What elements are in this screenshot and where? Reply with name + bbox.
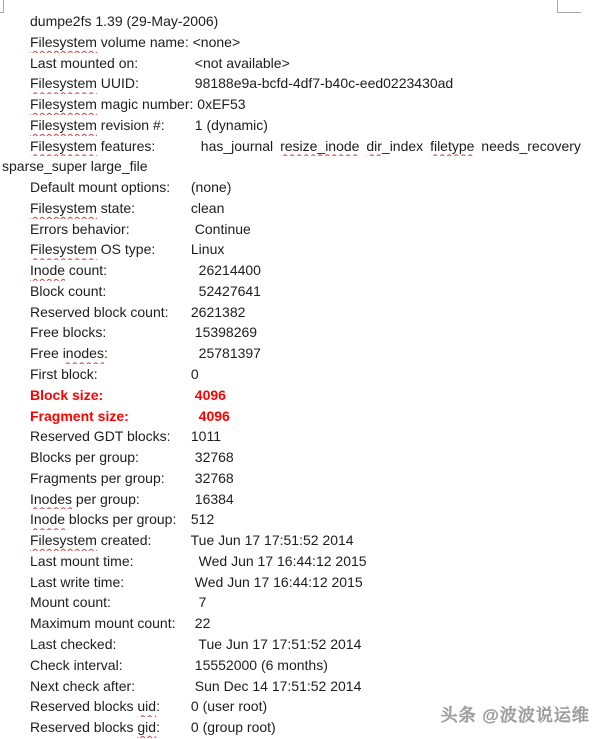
line-os-type [0,239,600,260]
text-segment: count: [65,262,108,279]
spellcheck-flagged-word: Inodes [30,490,73,507]
text-segment: Last checked: [30,635,117,652]
line-block-size [0,385,600,406]
spellcheck-flagged-word: Filesystem [30,137,97,154]
text-segment: 4096 [187,386,226,403]
text-segment: Last mount time: [30,552,134,569]
text-segment: 22 [187,615,211,632]
dumpe2fs-output [0,11,600,738]
text-segment: needs_recovery [474,137,581,154]
line-value [187,615,210,631]
text-segment: blocks per group: [65,511,177,528]
line-next-check-after [0,676,600,697]
line-value [187,138,581,154]
line-last-mounted-on [0,53,600,74]
line-value [187,594,206,610]
text-segment: 32768 [187,469,234,486]
spellcheck-flagged-word: uid [137,698,157,715]
line-last-write-time [0,572,600,593]
text-segment: Next check after: [30,677,136,694]
text-segment: 4096 [187,407,230,424]
text-segment: Tue Jun 17 17:51:52 2014 [187,635,362,652]
text-segment: 0xEF53 [193,96,246,113]
spellcheck-flagged-word: Filesystem [30,33,97,50]
text-segment: Free [30,345,63,362]
line-value [187,657,328,673]
line-label [30,489,187,510]
text-segment: First block: [30,366,98,383]
text-segment: : [103,345,108,362]
line-value [187,324,257,340]
line-label [30,73,187,94]
line-value [189,34,240,50]
text-segment: Free blocks: [30,324,107,341]
line-inode-blocks-per-group [0,509,600,530]
line-free-blocks [0,322,600,343]
line-label [30,426,187,447]
line-value [187,698,267,714]
text-segment: Default mount options: [30,179,171,196]
line-label [30,551,187,572]
text-segment: magic number: [96,96,194,113]
line-reserved-gdt-blocks [0,426,600,447]
text-segment: 2621382 [187,303,246,320]
spellcheck-flagged-word: Filesystem [30,75,97,92]
line-value [187,678,361,694]
line-label [30,53,187,74]
line-errors-behavior [0,219,600,240]
text-segment: Maximum mount count: [30,615,176,632]
text-segment: clean [187,199,225,216]
line-label [30,447,187,468]
line-value [187,511,214,527]
line-label [30,13,218,29]
line-label [30,32,189,53]
line-label [30,260,187,281]
text-segment: revision #: [96,116,165,133]
spellcheck-flagged-word: Inode [30,262,66,279]
line-label [30,634,187,655]
line-first-block [0,364,600,385]
line-blocks-per-group [0,447,600,468]
line-fragment-size [0,406,600,427]
text-segment: Check interval: [30,656,123,673]
line-revision [0,115,600,136]
line-label [30,302,187,323]
line-label [30,239,187,260]
line-label [30,509,187,530]
watermark: 头条 @波波说运维 [440,706,590,725]
line-label [2,158,148,174]
text-segment: 1 (dynamic) [187,116,268,133]
line-label [30,592,187,613]
text-segment: dumpe2fs 1.39 (29-May-2006) [30,13,219,29]
line-block-count [0,281,600,302]
spellcheck-flagged-word: Filesystem [30,532,97,549]
line-value [187,200,224,216]
line-value [187,241,224,257]
text-segment: _index [381,137,431,154]
line-label [30,572,187,593]
line-value [187,636,361,652]
line-value [193,96,245,112]
text-segment: Fragments per group: [30,469,165,486]
line-label [30,219,187,240]
text-segment: created: [96,532,152,549]
text-segment: Block count: [30,282,107,299]
line-value [187,553,367,569]
line-label [30,406,187,427]
line-value [187,408,230,424]
text-segment: Block size: [30,386,104,403]
spellcheck-flagged-word: Filesystem [30,116,97,133]
line-filesystem-created [0,530,600,551]
line-label [30,322,187,343]
text-segment: 1011 [187,428,221,445]
text-segment: 98188e9a-bcfd-4df7-b40c-eed0223430ad [187,75,454,92]
text-segment: 52427641 [187,282,261,299]
line-uuid [0,73,600,94]
text-segment: UUID: [96,75,139,92]
spellcheck-flagged-word: inodes [62,345,104,362]
line-label [30,281,187,302]
text-segment: : [156,719,160,736]
spellcheck-flagged-word: resize_inode [280,137,360,154]
line-value [187,449,234,465]
line-label [30,177,187,198]
line-label [30,136,187,157]
line-label [30,530,187,551]
line-reserved-block-count [0,302,600,323]
line-label [30,94,193,115]
text-segment: per group: [72,490,140,507]
text-segment: Wed Jun 17 16:44:12 2015 [187,573,363,590]
line-value [187,304,245,320]
line-volume-name [0,32,600,53]
text-segment: (none) [187,179,232,196]
text-segment: 15552000 (6 months) [187,656,328,673]
text-segment: state: [96,199,136,216]
line-label [30,696,187,717]
line-filesystem-state [0,198,600,219]
line-value [187,262,261,278]
line-magic-number [0,94,600,115]
line-fragments-per-group [0,468,600,489]
text-segment: Continue [187,220,251,237]
line-value [187,345,261,361]
text-segment: Last mounted on: [30,54,139,71]
text-segment: Reserved blocks [30,719,138,736]
line-value [187,117,268,133]
line-default-mount-options [0,177,600,198]
line-label [30,343,187,364]
text-segment: OS type: [96,241,156,258]
line-inode-count [0,260,600,281]
line-check-interval [0,655,600,676]
text-segment: <none> [188,33,241,50]
text-segment: 25781397 [187,345,261,362]
line-value [187,574,363,590]
line-label [30,655,187,676]
line-label [30,385,187,406]
line-value [187,55,290,71]
spellcheck-flagged-word: dir [366,137,382,154]
line-label [30,198,187,219]
line-maximum-mount-count [0,613,600,634]
spellcheck-flagged-word: gid [137,719,157,736]
line-value [187,387,226,403]
text-segment: Mount count: [30,594,111,611]
line-label [30,364,187,385]
text-segment: 7 [187,594,207,611]
text-segment: Reserved blocks [30,698,138,715]
line-last-mount-time [0,551,600,572]
line-value [187,75,453,91]
text-segment: Reserved block count: [30,303,169,320]
line-value [187,221,251,237]
line-value [187,719,276,735]
spellcheck-flagged-word: Filesystem [30,241,97,258]
text-segment: Wed Jun 17 16:44:12 2015 [187,552,367,569]
text-segment: 26214400 [187,262,261,279]
line-label [30,115,187,136]
line-version [0,11,600,32]
text-segment: Fragment size: [30,407,129,424]
line-label [30,676,187,697]
text-segment: volume name: [96,33,189,50]
text-segment: Sun Dec 14 17:51:52 2014 [187,677,362,694]
spellcheck-flagged-word: filetype [430,137,475,154]
text-segment: 512 [187,511,215,528]
text-segment: Linux [187,241,225,258]
text-segment: Tue Jun 17 17:51:52 2014 [187,532,354,549]
line-value [187,179,231,195]
line-label [30,717,187,738]
text-segment: : [156,698,160,715]
text-segment: Blocks per group: [30,449,139,466]
line-inodes-per-group [0,489,600,510]
line-label [30,613,187,634]
line-value [187,470,234,486]
text-segment: 0 [187,366,199,383]
line-value [187,366,199,382]
line-value [187,283,261,299]
line-features [0,136,600,157]
text-segment: 16384 [187,490,234,507]
line-value [187,532,354,548]
text-segment: <not available> [187,54,290,71]
text-segment: 15398269 [187,324,258,341]
line-label [30,468,187,489]
line-value [187,491,234,507]
text-segment: sparse_super large_file [2,158,148,175]
text-segment: 0 (user root) [187,698,268,715]
spellcheck-flagged-word: Inode [30,511,66,528]
spellcheck-flagged-word: Filesystem [30,96,97,113]
text-segment: Errors behavior: [30,220,130,237]
line-value [187,428,221,444]
line-features-continuation [0,156,600,177]
line-last-checked [0,634,600,655]
line-mount-count [0,592,600,613]
text-segment: has_journal [187,137,281,154]
text-segment: Reserved GDT blocks: [30,428,171,445]
text-segment: Last write time: [30,573,125,590]
text-segment: 32768 [187,449,234,466]
line-free-inodes [0,343,600,364]
text-segment: features: [96,137,156,154]
text-segment: 0 (group root) [187,719,276,736]
spellcheck-flagged-word: Filesystem [30,199,97,216]
